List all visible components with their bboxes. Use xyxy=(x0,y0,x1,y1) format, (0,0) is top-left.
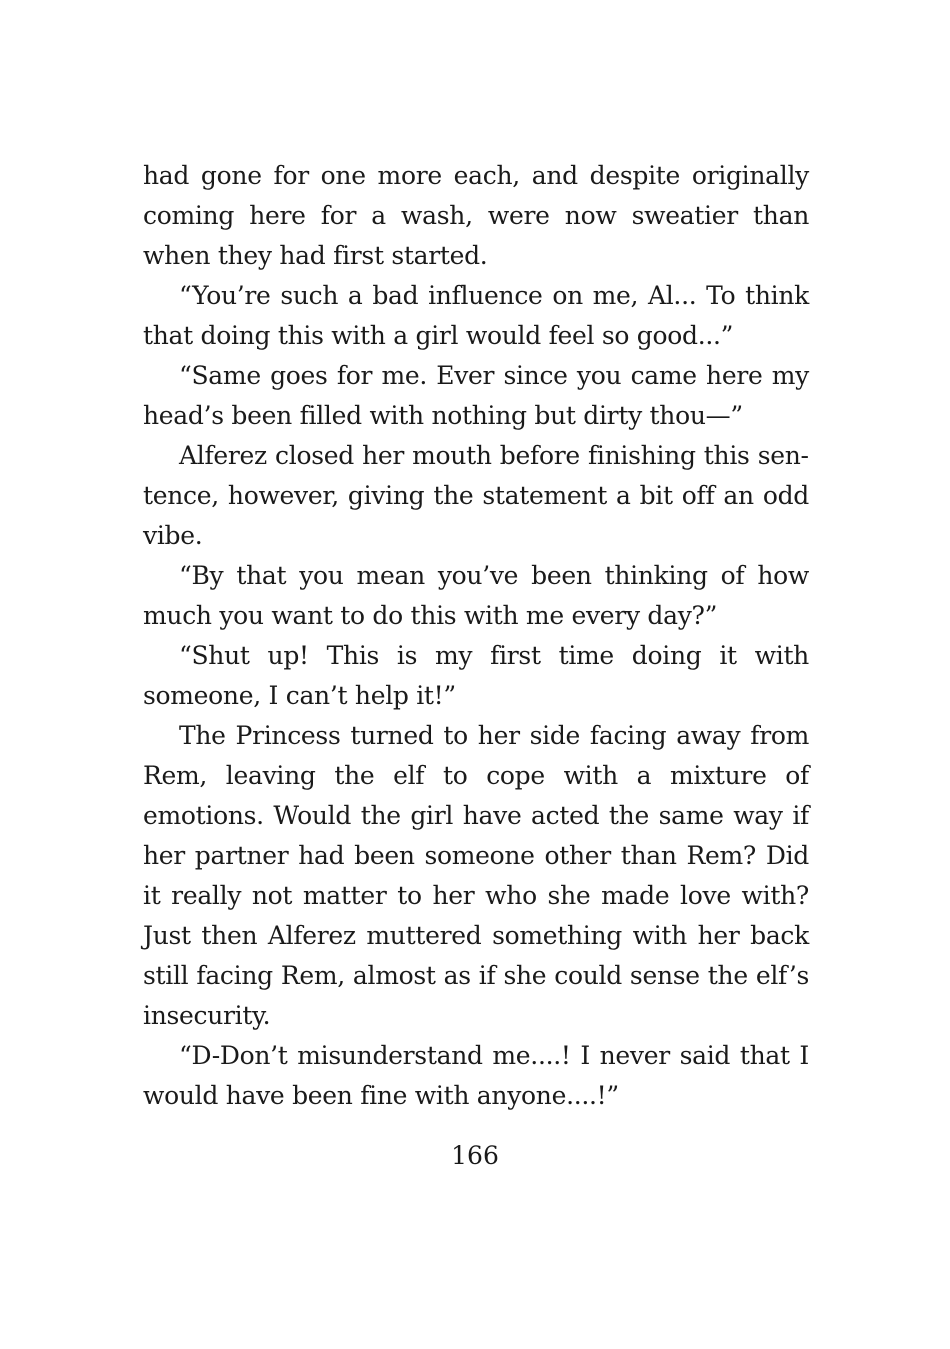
body-text xyxy=(143,156,809,1116)
paragraph-dialogue: “D-Don’t misunderstand me....! I never said that I would have been fine with anyone....!” xyxy=(143,1041,809,1110)
paragraph-dialogue: “You’re such a bad influence on me, Al... To think that doing this with a girl would feel so good...” xyxy=(143,281,809,350)
paragraph-narration: The Princess turned to her side facing away from Rem, leaving the elf to cope with a mixture of emotions. Would the girl have acted the same way if her partner had been someone other than Rem? Did it really not matter to her who she made love with? Just then Alferez muttered something with her back still facing Rem, almost as if she could sense the elf’s insecurity. xyxy=(143,721,809,1030)
page-number: 166 xyxy=(451,1141,499,1170)
paragraph-continuation: had gone for one more each, and despite originally coming here for a wash, were now sweatier than when they had first started. xyxy=(143,161,809,270)
paragraph-dialogue: “Shut up! This is my first time doing it with someone, I can’t help it!” xyxy=(143,641,809,710)
paragraph-dialogue: “By that you mean you’ve been thinking of how much you want to do this with me every day?” xyxy=(143,561,809,630)
paragraph-dialogue: “Same goes for me. Ever since you came here my head’s been filled with nothing but dirty thou—” xyxy=(143,361,809,430)
paragraph-narration: Alferez closed her mouth before finishing this sentence, however, giving the statement a bit off an odd vibe. xyxy=(143,441,809,550)
